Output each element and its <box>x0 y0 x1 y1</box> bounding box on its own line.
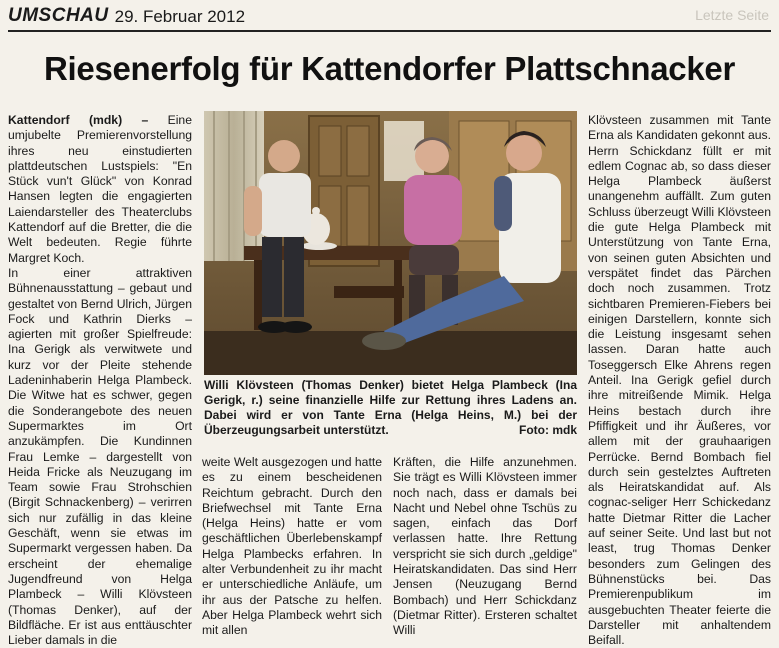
paragraph-cast: In einer attraktiven Bühnenausstattung – gebaut und gestaltet von Bernd Ulrich, Jürgen Fock und Kathrin Dierks – agierten mit großer Spielfreude: Ina Gerigk als verwitwete und kurz vor der Pleite stehende Ladeninhaberin Helga Plambeck. Die Witwe hat es schwer, gegen die Sonderangebote des neuen Supermarktes im Ort anzukämpfen. Die Kundinnen Frau Lemke – dargestellt von Heida Fricke als Neuzugang im Team sowie Frau Strohschien (Birgit Schnackenberg) – verirren sich nur zufällig in das kleine Geschäft, wenn sie etwas im Supermarkt vergessen haben. Da erscheint der ehemalige Jugendfreund von Helga Plambeck – Willi Klövsteen (Thomas Denker), auf der Bildfläche. Er ist aus enttäuschter Lieber damals in die <box>8 265 192 648</box>
masthead <box>8 4 771 32</box>
article-column-1 <box>8 113 192 648</box>
article-column-2 <box>202 455 383 638</box>
photo-credit: Foto: mdk <box>519 423 577 437</box>
dateline: Kattendorf (mdk) – <box>8 113 149 127</box>
caption-text: Willi Klövsteen (Thomas Denker) bietet Helga Plambeck (Ina Gerigk, r.) seine finanzielle Hilfe zur Rettung ihres Ladens an. Dabei wird er von Tante Erna (Helga Heins, M.) bei der Überzeugungsarbeit unterstützt. <box>204 378 577 437</box>
paragraph-col2: weite Welt ausgezogen und hatte es zu einem bescheidenen Reichtum gebracht. Durch den Briefwechsel mit Tante Erna (Helga Heins) hatte er vom geschäftlichen Überlebenskampf Helga Plambecks erfahren. In alter Verbundenheit zu ihr macht er unterschiedliche Anläufe, um ihr aus der Patsche zu helfen. Aber Helga Plambeck wehrt sich mit allen <box>202 455 383 638</box>
article-headline: Riesenerfolg für Kattendorfer Plattschnacker <box>44 50 735 87</box>
article-column-3 <box>393 455 577 638</box>
paragraph-col4: Klövsteen zusammen mit Tante Erna als Kandidaten gekonnt aus. Herrn Schickdanz füllt er mit edlem Cognac ab, so dass dieser Helga Plambeck äußerst unangenehm auffällt. Zum guten Schluss überzeugt Willi Klövsteen die gute Helga Plambeck mit Unterstützung von Tante Erna, von seinen guten Absichten und verspätet findet das Pärchen doch noch zusammen. Trotz sichtbaren Premieren-Fiebers bei einigen Darstellern, konnte sich die Leistung insgesamt sehen lassen. Daran hatte auch Toseggersch Elke Ahrens regen Anteil. Ina Gerigk gefiel durch ihre mitreißende Mimik. Helga Heins bestach durch ihre Pfiffigkeit und ihr Äußeres, vor allem mit der grauhaarigen Perrücke. Bernd Bombach fiel durch sein gestelztes Auftreten als Heiratskandidat auf. Als cognac-seliger Herr Schickedanz hatte Dietmar Ritter die Lacher auf seiner Seite. Und last but not least, trug Thomas Denker besonders zum Gelingen des Bühnenstücks bei. Das Premierenpublikum im ausgebuchten Theater feierte die Darsteller mit anhaltendem Beifall. <box>588 113 771 648</box>
photo-caption <box>204 378 577 438</box>
article-column-4 <box>588 113 771 648</box>
stage-photo <box>204 111 577 375</box>
newspaper-brand: UMSCHAU <box>8 5 109 26</box>
paragraph-intro: Eine umjubelte Premierenvorstellung ihres neu einstudierten plattdeutschen Lustspiels: "En Stück vun't Glück" von Konrad Hansen legten die engagierten Laiendarsteller des Theaterclubs Kattendorf auf die Bretter, die die Welt bedeuten. Regie führte Margret Koch. <box>8 113 192 265</box>
paragraph-col3: Kräften, die Hilfe anzunehmen. Sie trägt es Willi Klövsteen immer noch nach, dass er damals bei Nacht und Nebel ohne Tschüs zu sagen, einfach das Dorf verlassen hatte. Ihre Rettung verspricht sie sich durch „geldige" Heiratskandidaten. Das sind Herr Jensen (Neuzugang Bernd Bombach) und Herr Schickdanz (Dietmar Ritter). Ersteren schaltet Willi <box>393 455 577 638</box>
bleed-through-text: Letzte Seite <box>695 7 769 23</box>
publication-date: 29. Februar 2012 <box>114 7 246 26</box>
